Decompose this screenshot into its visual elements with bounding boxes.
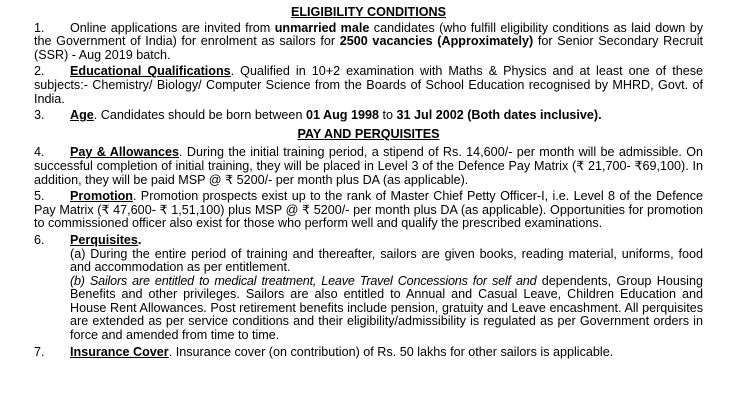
clause-text: to xyxy=(379,108,397,123)
clause-bold-text: 2500 vacancies (Approximately) xyxy=(339,34,534,49)
clause-title: Age xyxy=(70,108,94,123)
clause-text: Online applications are invited from xyxy=(70,20,275,35)
clause-title: Perquisites xyxy=(70,232,138,247)
heading-pay-and-perquisites: PAY AND PERQUISITES xyxy=(297,126,440,141)
clause-text: . Qualified in 10+2 examination with Maths & Physics and at least one of these subjects:- Chemistry/ Biology/ Computer Science from the Boards of School Education recognised by MHRD, Govt. of India. xyxy=(34,64,704,106)
clause-4-pay-and-allowances xyxy=(34,146,703,187)
clause-title: Educational Qualifications xyxy=(70,64,231,79)
clause-bold-text: 01 Aug 1998 xyxy=(305,108,379,123)
clause-bold-text: unmarried male xyxy=(274,20,370,35)
clause-italic-text: (b) Sailors are entitled to medical treatment, Leave Travel Concessions for self and xyxy=(70,273,537,288)
clause-title: Promotion xyxy=(70,189,133,204)
clause-6-perquisites xyxy=(34,234,703,248)
clause-text: . Insurance cover (on contribution) of Rs. 50 lakhs for other sailors is applicable. xyxy=(168,344,614,359)
clause-title-suffix: . xyxy=(137,232,142,247)
clause-title: Pay & Allowances xyxy=(70,145,180,160)
clause-6b-text xyxy=(70,275,703,343)
clause-1-online-applications xyxy=(34,22,703,63)
clause-7-insurance-cover xyxy=(34,346,703,360)
clause-text: . During the initial training period, a stipend of Rs. 14,600/- per month will be admissible. On successful completion of initial training, they will be placed in Level 3 of the Defence Pay Matrix (₹ 21,700- ₹69,100). In addition, they will be paid MSP @ ₹ 5200/- per month plus DA (as applicable). xyxy=(34,145,703,187)
clause-5-promotion xyxy=(34,190,703,231)
clause-bold-text: 31 Jul 2002 (Both dates inclusive). xyxy=(396,108,602,123)
clause-text: . Promotion prospects exist up to the rank of Master Chief Petty Officer-I, i.e. Level 8 of the Defence Pay Matrix (₹ 47,600- ₹ 1,51,100) plus MSP @ ₹ 5200/- per month plus DA (as applicable). Opportunities for promotion to commissioned officer also exist for those who perform well and qualify the prescribed examinations. xyxy=(34,189,703,231)
clause-number: 4. xyxy=(34,145,45,160)
clause-title: Insurance Cover xyxy=(70,344,169,359)
clause-number: 3. xyxy=(34,108,45,123)
clause-number: 6. xyxy=(34,232,45,247)
clause-text: . Candidates should be born between xyxy=(93,108,306,123)
clause-text: dependents, Group Housing Benefits and other privileges. Sailors are also entitled to Annual and Casual Leave, Children Education and House Rent Allowances. Post retirement benefits include pension, gratuity and Leave encashment. All perquisites are extended as per service conditions and their eligibility/admissibility is regulated as per Government orders in force and amended from time to time. xyxy=(70,273,703,343)
clause-6a-text: (a) During the entire period of training and thereafter, sailors are given books, reading material, uniforms, food and accommodation as per entitlement. xyxy=(70,246,703,275)
heading-eligibility-conditions: ELIGIBILITY CONDITIONS xyxy=(290,5,447,19)
clause-2-educational-qualifications xyxy=(34,65,703,106)
clause-text: candidates (who fulfill eligibility conditions as laid down by the Government of India) for enrolment as sailors for xyxy=(34,20,704,49)
clause-3-age xyxy=(34,109,703,123)
clause-text: for Senior Secondary Recruit (SSR) - Aug 2019 batch. xyxy=(34,34,703,62)
clause-number: 2. xyxy=(34,64,45,79)
clause-number: 5. xyxy=(34,189,45,204)
clause-number: 1. xyxy=(34,20,45,35)
clause-number: 7. xyxy=(34,344,45,359)
